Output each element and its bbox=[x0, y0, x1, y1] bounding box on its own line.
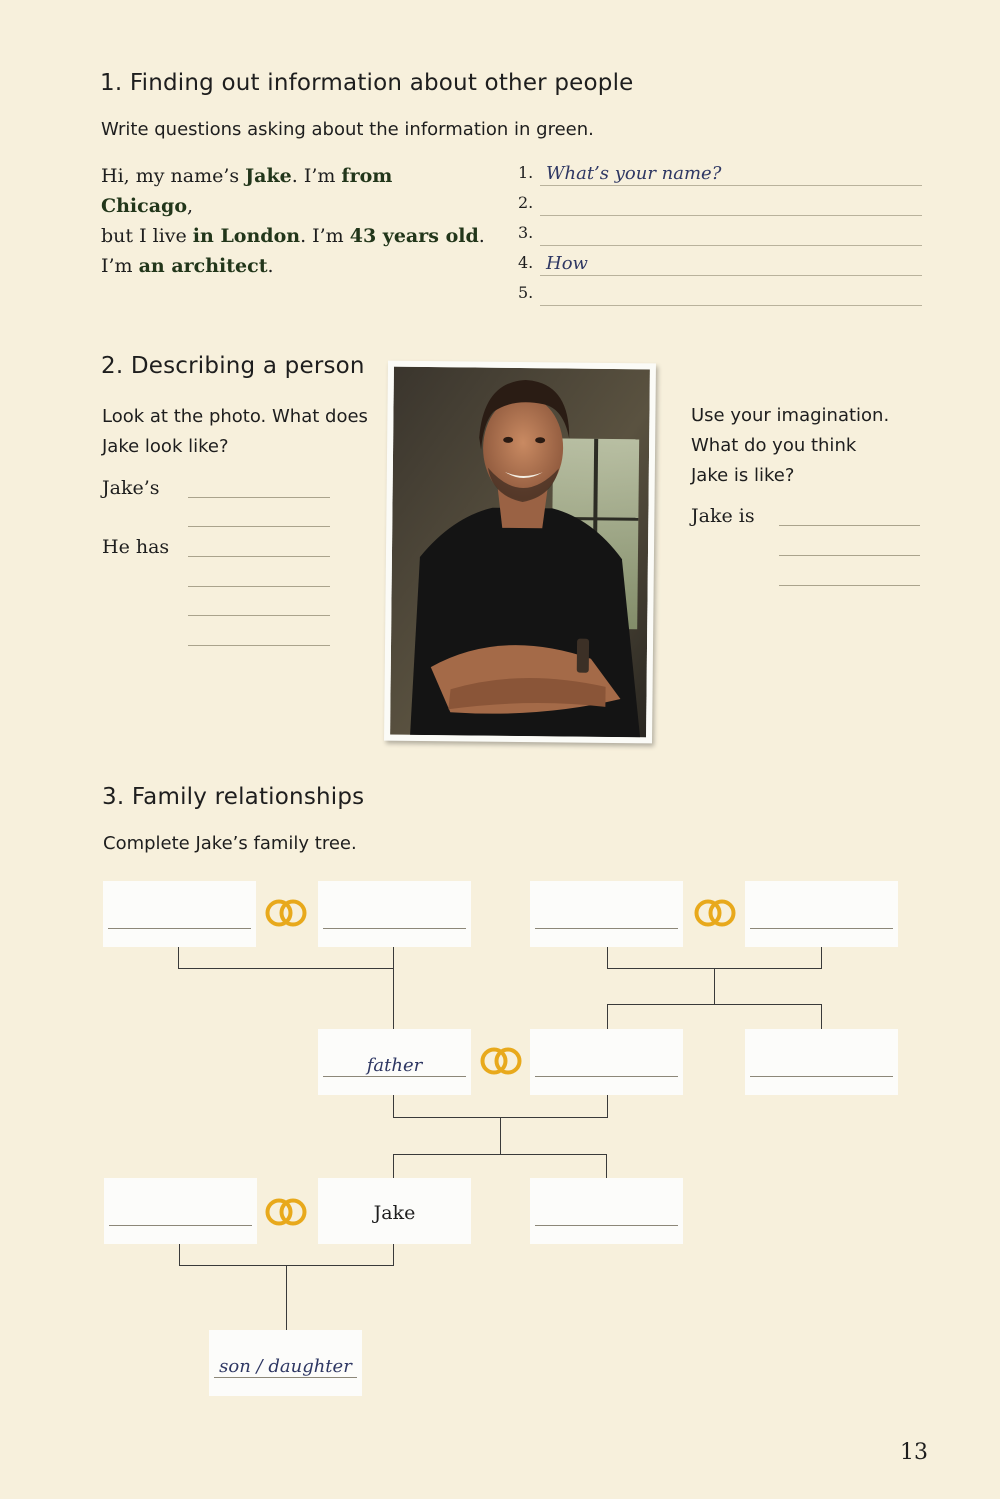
page-number: 13 bbox=[900, 1440, 928, 1465]
section-3-instruction: Complete Jake’s family tree. bbox=[103, 833, 357, 854]
section-2-instruction-right: Use your imagination. What do you think Jake is like? bbox=[691, 405, 890, 486]
tree-box-child[interactable]: son / daughter bbox=[209, 1330, 362, 1396]
tree-box-sibling[interactable] bbox=[530, 1178, 683, 1244]
section-3-heading: 3. Family relationships bbox=[102, 784, 365, 810]
tree-box-aunt-uncle[interactable] bbox=[745, 1029, 898, 1095]
wedding-rings-icon bbox=[262, 1197, 310, 1227]
tree-box-grandparent[interactable] bbox=[745, 881, 898, 947]
tree-box-father[interactable]: father bbox=[318, 1029, 471, 1095]
wedding-rings-icon bbox=[691, 898, 739, 928]
tree-box-jake: Jake bbox=[318, 1178, 471, 1244]
green-residence: in London bbox=[192, 225, 301, 247]
tree-box-spouse[interactable] bbox=[104, 1178, 257, 1244]
section-1-instruction: Write questions asking about the information in green. bbox=[101, 119, 594, 140]
green-job: an architect bbox=[138, 255, 268, 277]
wedding-rings-icon bbox=[477, 1046, 525, 1076]
intro-paragraph: Hi, my name’s Jake. I’m from Chicago, but I live in London. I’m 43 years old. I’m an architect. bbox=[101, 165, 485, 277]
question-row[interactable]: 4. How bbox=[518, 246, 922, 276]
section-2-heading: 2. Describing a person bbox=[101, 353, 365, 379]
answer-line[interactable] bbox=[188, 645, 330, 646]
answer-line[interactable] bbox=[779, 555, 920, 556]
green-name: Jake bbox=[245, 165, 292, 187]
jake-photo bbox=[384, 361, 656, 744]
tree-box-mother[interactable] bbox=[530, 1029, 683, 1095]
green-age: 43 years old bbox=[349, 225, 479, 247]
answer-line[interactable] bbox=[188, 526, 330, 527]
tree-box-grandparent[interactable] bbox=[530, 881, 683, 947]
question-answer: How bbox=[546, 253, 588, 274]
wedding-rings-icon bbox=[262, 898, 310, 928]
portrait-image bbox=[390, 367, 650, 738]
section-1-heading: 1. Finding out information about other people bbox=[100, 70, 634, 96]
answer-line[interactable] bbox=[779, 525, 920, 526]
green-hometown: from Chicago bbox=[101, 165, 393, 217]
answer-line[interactable] bbox=[779, 585, 920, 586]
label-jake-is: Jake is bbox=[691, 505, 755, 527]
tree-box-grandparent[interactable] bbox=[318, 881, 471, 947]
question-answer: What’s your name? bbox=[546, 163, 722, 184]
tree-box-grandparent[interactable] bbox=[103, 881, 256, 947]
question-row[interactable]: 2. bbox=[518, 186, 922, 216]
question-row[interactable]: 1. What’s your name? bbox=[518, 156, 922, 186]
label-he-has: He has bbox=[102, 536, 170, 558]
section-2-instruction-left: Look at the photo. What does Jake look like? bbox=[102, 406, 368, 457]
label-jakes: Jake’s bbox=[102, 477, 160, 499]
answer-line[interactable] bbox=[188, 586, 330, 587]
question-row[interactable]: 5. bbox=[518, 276, 922, 306]
answer-line[interactable] bbox=[188, 497, 330, 498]
answer-line[interactable] bbox=[188, 556, 330, 557]
answer-line[interactable] bbox=[188, 615, 330, 616]
question-row[interactable]: 3. bbox=[518, 216, 922, 246]
